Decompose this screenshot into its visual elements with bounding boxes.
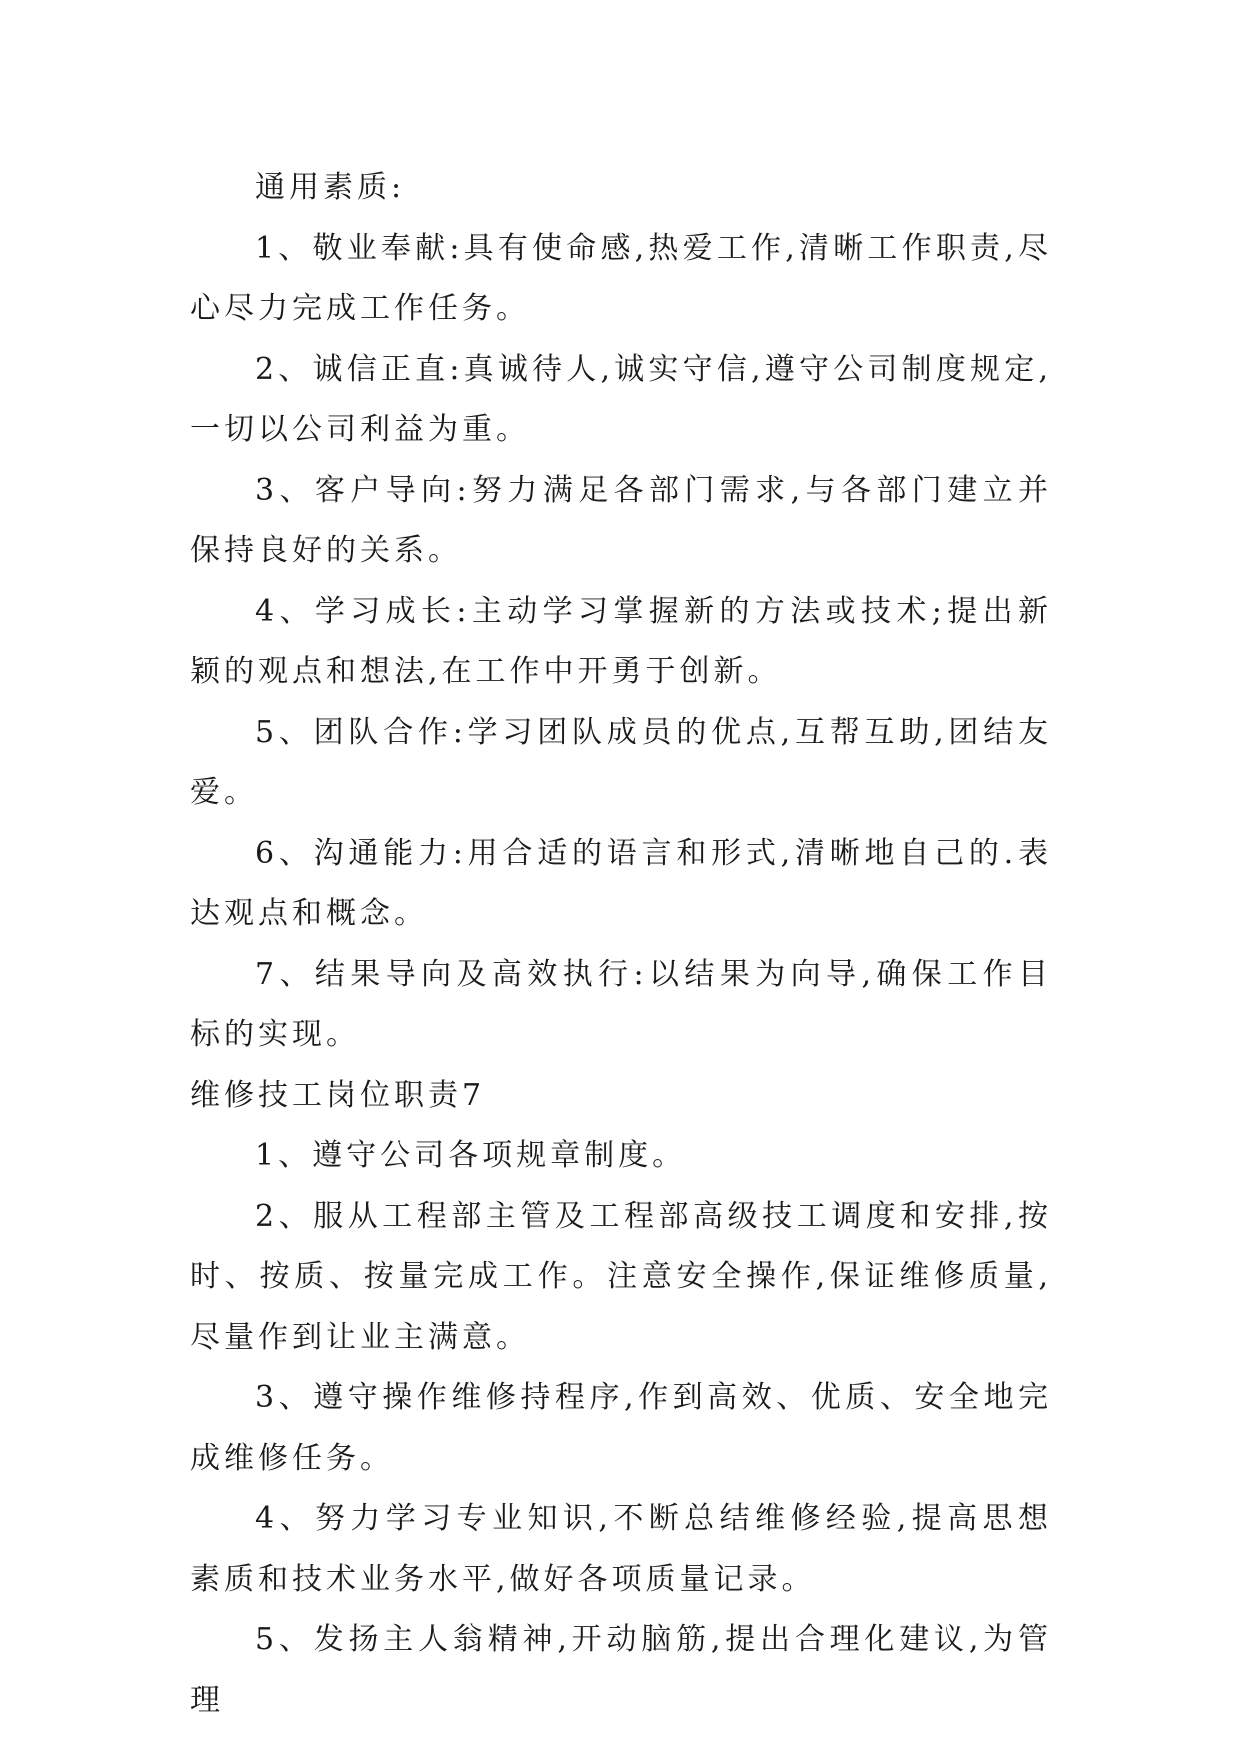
duty-item-5: 5、发扬主人翁精神,开动脑筋,提出合理化建议,为管理 [190,1622,1052,1718]
paragraph-item-5: 5、团队合作:学习团队成员的优点,互帮互助,团结友爱。 [190,714,1052,810]
section-heading: 维修技工岗位职责7 [190,1077,486,1113]
duty-item-2: 2、服从工程部主管及工程部高级技工调度和安排,按时、按质、按量完成工作。注意安全操作,保证维修质量,尽量作到让业主满意。 [190,1198,1052,1355]
document-body [190,158,1052,1731]
paragraph-item-4: 4、学习成长:主动学习掌握新的方法或技术;提出新颖的观点和想法,在工作中开勇于创新。 [190,593,1052,689]
paragraph-general-qualities: 通用素质: [255,170,406,205]
duty-item-4: 4、努力学习专业知识,不断总结维修经验,提高思想素质和技术业务水平,做好各项质量记录。 [190,1501,1052,1597]
paragraph-item-6: 6、沟通能力:用合适的语言和形式,清晰地自己的.表达观点和概念。 [190,835,1052,931]
paragraph-item-7: 7、结果导向及高效执行:以结果为向导,确保工作目标的实现。 [190,956,1052,1052]
paragraph-item-1: 1、敬业奉献:具有使命感,热爱工作,清晰工作职责,尽心尽力完成工作任务。 [190,230,1052,326]
duty-item-1: 1、遵守公司各项规章制度。 [255,1138,687,1173]
paragraph-item-2: 2、诚信正直:真诚待人,诚实守信,遵守公司制度规定,一切以公司利益为重。 [190,351,1052,447]
paragraph-item-3: 3、客户导向:努力满足各部门需求,与各部门建立并保持良好的关系。 [190,472,1052,568]
duty-item-3: 3、遵守操作维修持程序,作到高效、优质、安全地完成维修任务。 [190,1380,1052,1476]
